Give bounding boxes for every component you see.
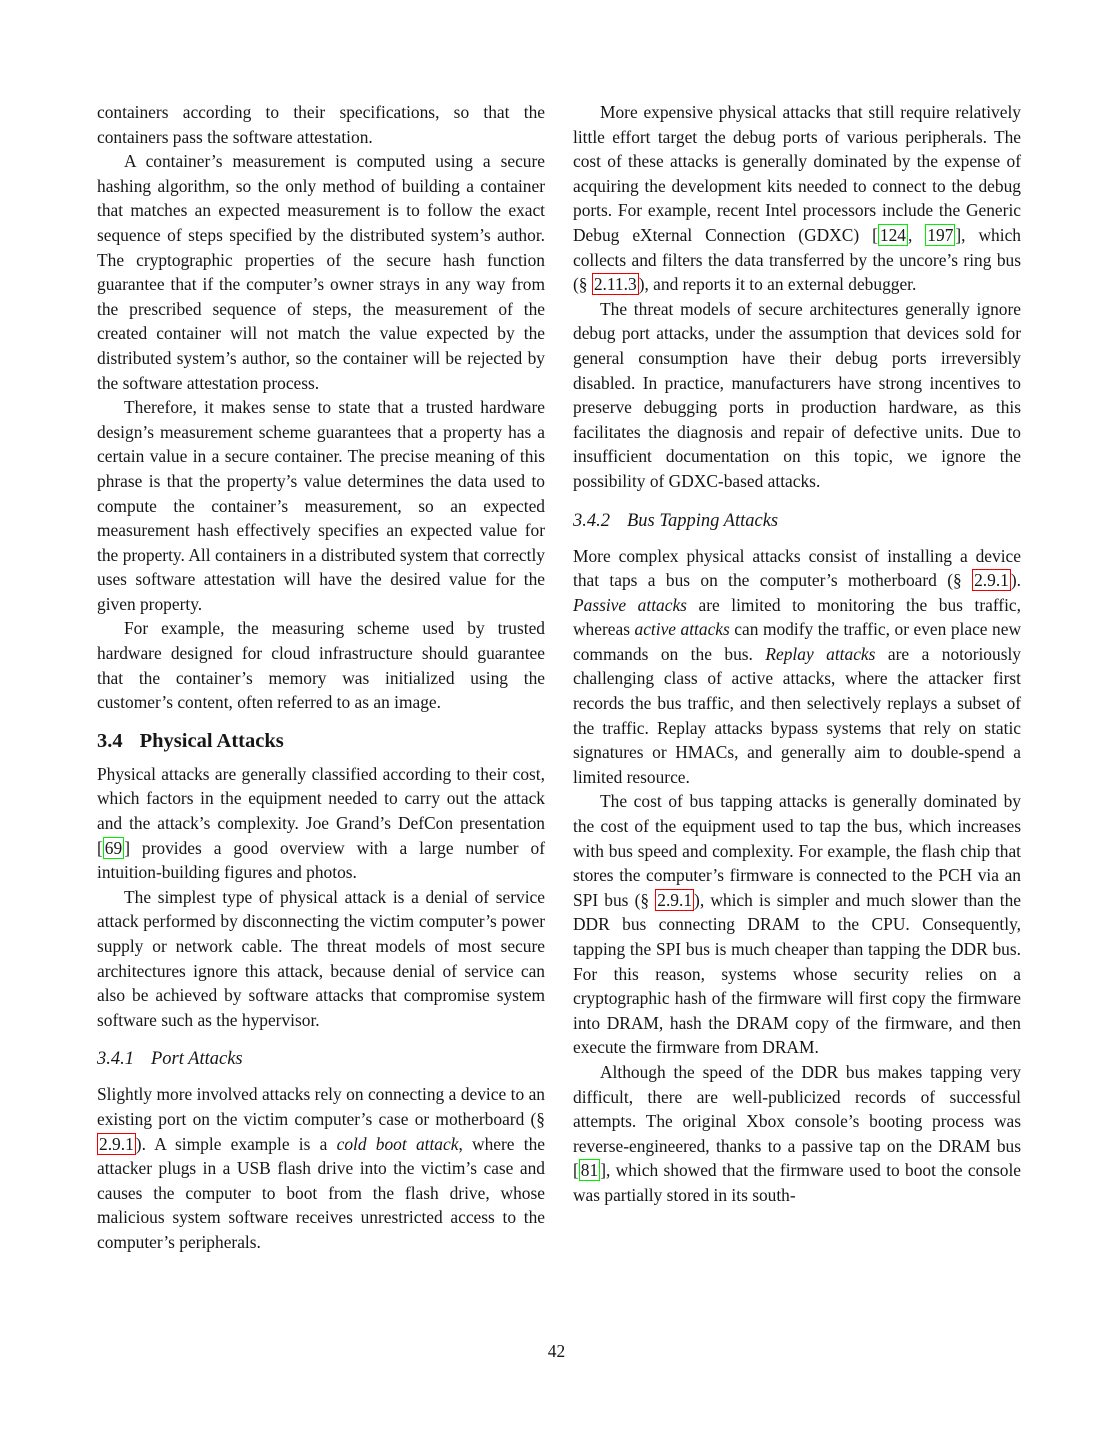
- heading-number: 3.4.2: [573, 510, 610, 531]
- body-text: Therefore, it makes sense to state that a trusted hardware design’s measurement scheme guarantees that a property has a certain value in a secure container. The precise meaning of this phrase is that the property’s value determines the data used to compute the container’s measurement, so an expected measurement hash effectively specifies an expected value for the property. All containers in a distributed system that correctly uses software attestation will have the desired value for the given property.: [97, 397, 545, 614]
- body-text: ], which collects and filters the data transferred by the uncore’s ring bus (§: [573, 224, 1021, 295]
- section-link[interactable]: 2.9.1: [99, 1133, 134, 1154]
- body-text: are a notoriously challenging class of active attacks, where the attacker first records the bus traffic, and then selectively replays a subset of the traffic. Replay attacks bypass systems that rely on static signatures or HMACs, and generally aim to double-spend a limited resource.: [573, 643, 1021, 787]
- paragraph: [97, 762, 545, 885]
- body-text: ), and reports it to an external debugger.: [638, 274, 917, 295]
- body-text: More complex physical attacks consist of installing a device that taps a bus on the computer’s motherboard (§: [573, 545, 1021, 591]
- section-heading: [97, 728, 545, 754]
- body-text: , where the attacker plugs in a USB flash drive into the victim’s case and causes the computer to boot from the flash drive, whose malicious system software receives unrestricted access to the computer’s peripherals.: [97, 1133, 546, 1252]
- page-number: 42: [547, 1341, 566, 1361]
- section-link[interactable]: 2.9.1: [657, 889, 693, 910]
- citation-link[interactable]: 124: [879, 224, 906, 245]
- paragraph: [573, 1060, 1021, 1208]
- emphasis-text: Passive attacks: [573, 594, 687, 615]
- citation-link[interactable]: 69: [104, 837, 123, 858]
- subsection-heading: [97, 1047, 545, 1072]
- section-link[interactable]: 2.11.3: [593, 274, 637, 295]
- body-text: Slightly more involved attacks rely on connecting a device to an existing port on the victim computer’s case or motherboard (§: [97, 1084, 545, 1129]
- heading-title: Bus Tapping Attacks: [627, 510, 779, 531]
- body-text: For example, the measuring scheme used by trusted hardware designed for cloud infrastructure should guarantee that the container’s memory was initialized using the customer’s content, often referred to as an image.: [97, 618, 545, 713]
- emphasis-text: active attacks: [634, 619, 730, 640]
- body-text: Physical attacks are generally classified according to their cost, which factors in the equipment needed to carry out the attack and the attack’s complexity. Joe Grand’s DefCon presentation [: [97, 763, 545, 858]
- body-text: ). A simple example is a: [135, 1133, 337, 1154]
- paragraph: [97, 395, 545, 616]
- paragraph: [97, 149, 545, 395]
- heading-number: 3.4: [97, 729, 123, 752]
- paragraph: [97, 885, 545, 1033]
- body-text: can modify the traffic, or even place new commands on the bus.: [573, 619, 1022, 664]
- body-text: The simplest type of physical attack is a denial of service attack performed by disconnecting the victim computer’s power supply or network cable. The threat models of most secure architectures ignore this attack, because denial of service can also be achieved by software attacks that compromise system software such as the hypervisor.: [97, 886, 545, 1030]
- two-column-layout: [97, 100, 1021, 1255]
- emphasis-text: cold boot attack: [336, 1133, 459, 1154]
- paragraph: [573, 100, 1021, 297]
- emphasis-text: Replay attacks: [765, 643, 876, 664]
- citation-link[interactable]: 81: [580, 1160, 599, 1181]
- body-text: ,: [907, 224, 926, 245]
- paragraph: [97, 1082, 545, 1254]
- body-text: More expensive physical attacks that still require relatively little effort target the debug ports of various peripherals. The cost of these attacks is generally dominated by the expense of acquiring the development kits needed to connect to the debug ports. For example, recent Intel processors include the Generic Debug eXternal Connection (GDXC) [: [573, 102, 1021, 245]
- paragraph: [97, 100, 545, 149]
- body-text: The cost of bus tapping attacks is generally dominated by the cost of the equipment used to tap the bus, which increases with bus speed and complexity. For example, the flash chip that stores the computer’s firmware is connected to the PCH via an SPI bus (§: [573, 791, 1021, 910]
- body-text: A container’s measurement is computed using a secure hashing algorithm, so the only method of building a container that matches an expected measurement is to follow the exact sequence of steps specified by the distributed system’s author. The cryptographic properties of the secure hash function guarantee that if the computer’s owner strays in any way from the prescribed sequence of steps, the measurement of the created container will not match the value expected by the distributed system’s author, so the container will be rejected by the software attestation process.: [97, 151, 545, 393]
- body-text: ), which is simpler and much slower than the DDR bus connecting DRAM to the CPU. Consequently, tapping the SPI bus is much cheaper than tapping the DDR bus. For this reason, systems whose security relies on a cryptographic hash of the firmware will first copy the firmware into DRAM, hash the DRAM copy of the firmware, and then execute the firmware from DRAM.: [573, 889, 1022, 1058]
- paragraph: [573, 789, 1021, 1060]
- citation-link[interactable]: 197: [927, 224, 954, 245]
- body-text: containers according to their specifications, so that the containers pass the software attestation.: [97, 102, 545, 147]
- paragraph: [573, 544, 1021, 790]
- paragraph: [97, 616, 545, 714]
- subsection-heading: [573, 509, 1021, 534]
- body-text: ).: [1010, 570, 1021, 591]
- heading-title: Physical Attacks: [139, 729, 284, 752]
- body-text: ], which showed that the firmware used to boot the console was partially stored in its south-: [573, 1160, 1021, 1205]
- body-text: ] provides a good overview with a large number of intuition-building figures and photos.: [97, 837, 545, 883]
- right-column: [573, 100, 1021, 1255]
- heading-number: 3.4.1: [97, 1049, 134, 1070]
- body-text: Although the speed of the DDR bus makes tapping very difficult, there are well-publicized records of successful attempts. The original Xbox console’s booting process was reverse-engineered, thanks to a passive tap on the DRAM bus [: [573, 1061, 1021, 1181]
- section-link[interactable]: 2.9.1: [974, 570, 1009, 591]
- left-column: [97, 100, 545, 1255]
- paragraph: [573, 297, 1021, 494]
- body-text: are limited to monitoring the bus traffic, whereas: [573, 594, 1021, 640]
- heading-title: Port Attacks: [151, 1049, 243, 1070]
- body-text: The threat models of secure architectures generally ignore debug port attacks, under the assumption that devices sold for general consumption have their debug ports irreversibly disabled. In practice, manufacturers have strong incentives to preserve debugging ports in production hardware, as this facilitates the diagnosis and repair of defective units. Due to insufficient documentation on this topic, we ignore the possibility of GDXC-based attacks.: [573, 298, 1021, 491]
